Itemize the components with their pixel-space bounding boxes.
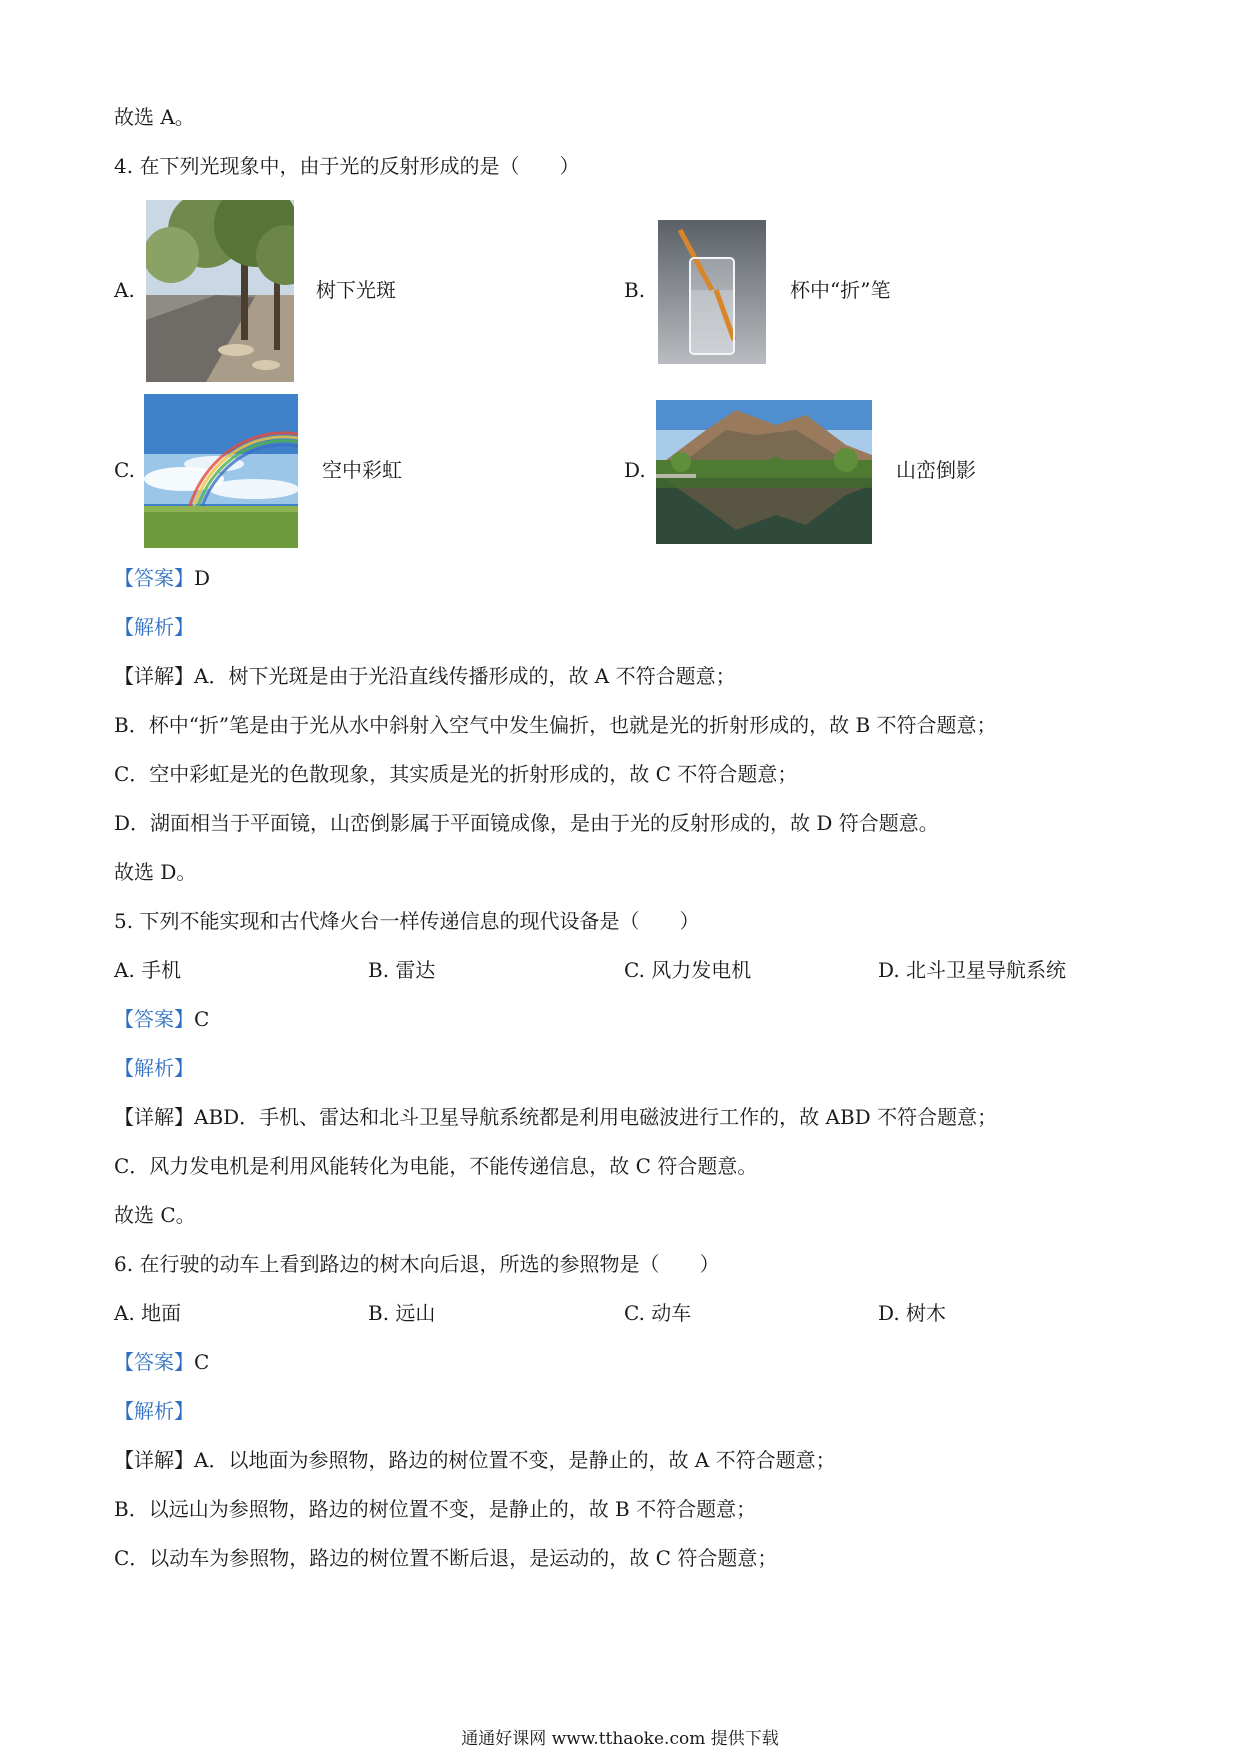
q6-answer-value: C [194, 1350, 210, 1374]
q6-detail-line-1 [114, 1446, 836, 1474]
q4-option-d-image-mountain-reflection [656, 400, 872, 544]
q6-option-a: A. 地面 [114, 1301, 182, 1325]
detail-label: 【详解】 [114, 664, 194, 688]
q4-option-a-letter: A. [114, 278, 135, 302]
question-4-stem: 4. 在下列光现象中，由于光的反射形成的是（ ） [114, 154, 580, 178]
q5-option-b: B. 雷达 [368, 958, 436, 982]
analysis-label: 【解析】 [114, 1056, 194, 1080]
q5-answer-line [114, 1005, 209, 1033]
q4-option-c-image-rainbow [144, 394, 298, 548]
q6-option-b: B. 远山 [368, 1301, 436, 1325]
q5-analysis-label [114, 1054, 194, 1082]
q6-analysis-label [114, 1397, 194, 1425]
q4-option-d-text: 山峦倒影 [896, 458, 976, 482]
q4-choice-line: 故选 D。 [114, 860, 197, 884]
q6-detail-c: C．以动车为参照物，路边的树位置不断后退，是运动的，故 C 符合题意； [114, 1546, 778, 1570]
detail-label: 【详解】 [114, 1105, 194, 1129]
q5-detail-abd: ABD．手机、雷达和北斗卫星导航系统都是利用电磁波进行工作的，故 ABD 不符合题意； [194, 1105, 998, 1129]
q4-detail-c: C．空中彩虹是光的色散现象，其实质是光的折射形成的，故 C 不符合题意； [114, 762, 798, 786]
q4-option-b-letter: B. [624, 278, 646, 302]
q4-answer-line [114, 564, 210, 592]
q4-option-c-letter: C. [114, 458, 135, 482]
question-5-stem: 5. 下列不能实现和古代烽火台一样传递信息的现代设备是（ ） [114, 909, 700, 933]
q6-option-d: D. 树木 [878, 1301, 947, 1325]
q4-option-b-text: 杯中“折”笔 [790, 278, 891, 302]
previous-choice-line: 故选 A。 [114, 105, 195, 129]
answer-label: 【答案】 [114, 1007, 194, 1031]
q6-detail-a: A．以地面为参照物，路边的树位置不变，是静止的，故 A 不符合题意； [194, 1448, 836, 1472]
analysis-label: 【解析】 [114, 615, 194, 639]
q5-option-a: A. 手机 [114, 958, 182, 982]
q6-detail-b: B．以远山为参照物，路边的树位置不变，是静止的，故 B 不符合题意； [114, 1497, 757, 1521]
q5-choice-line: 故选 C。 [114, 1203, 196, 1227]
answer-label: 【答案】 [114, 566, 194, 590]
q4-answer-value: D [194, 566, 211, 590]
q4-option-c-text: 空中彩虹 [322, 458, 402, 482]
q6-answer-line [114, 1348, 209, 1376]
q5-option-d: D. 北斗卫星导航系统 [878, 958, 1067, 982]
q4-option-a-text: 树下光斑 [316, 278, 396, 302]
q4-option-b-image-pencil-glass [658, 220, 766, 364]
q4-option-d-letter: D. [624, 458, 646, 482]
q4-detail-b: B．杯中“折”笔是由于光从水中斜射入空气中发生偏折，也就是光的折射形成的，故 B 不符合题意； [114, 713, 997, 737]
q4-detail-a: A．树下光斑是由于光沿直线传播形成的，故 A 不符合题意； [194, 664, 736, 688]
q5-detail-c: C．风力发电机是利用风能转化为电能，不能传递信息，故 C 符合题意。 [114, 1154, 758, 1178]
q5-detail-line-1 [114, 1103, 997, 1131]
q6-option-c: C. 动车 [624, 1301, 692, 1325]
answer-label: 【答案】 [114, 1350, 194, 1374]
q5-option-c: C. 风力发电机 [624, 958, 752, 982]
q5-answer-value: C [194, 1007, 210, 1031]
q4-detail-d: D．湖面相当于平面镜，山峦倒影属于平面镜成像，是由于光的反射形成的，故 D 符合题意。 [114, 811, 939, 835]
q4-detail-line-1 [114, 662, 736, 690]
page-footer: 通通好课网 www.tthaoke.com 提供下载 [461, 1729, 779, 1749]
detail-label: 【详解】 [114, 1448, 194, 1472]
analysis-label: 【解析】 [114, 1399, 194, 1423]
question-6-stem: 6. 在行驶的动车上看到路边的树木向后退，所选的参照物是（ ） [114, 1252, 720, 1276]
q4-option-a-image-tree-shade [146, 200, 294, 382]
q4-analysis-label [114, 613, 194, 641]
